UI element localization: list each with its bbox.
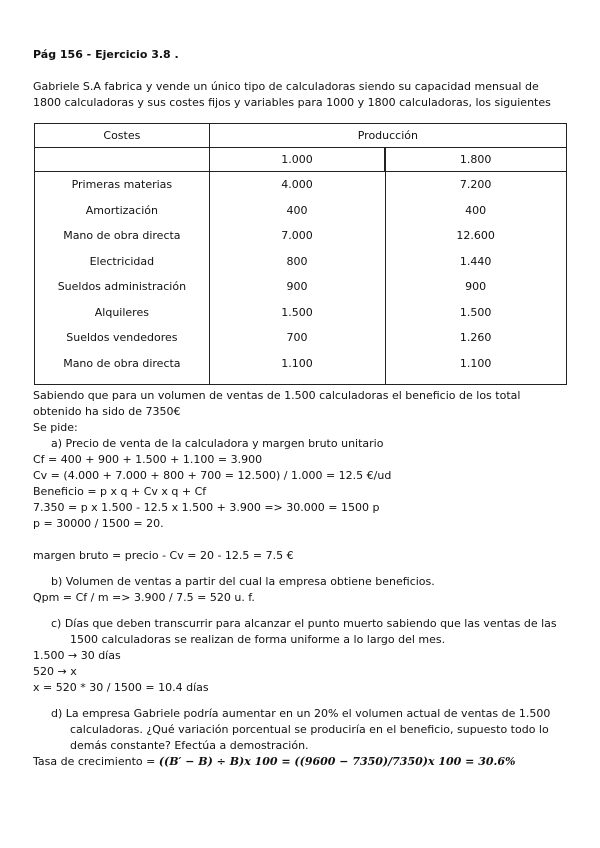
row-label: Mano de obra directa <box>63 229 181 243</box>
question-a: a) Precio de venta de la calculadora y margen bruto unitario <box>51 437 384 450</box>
growth-rate-label: Tasa de crecimiento = <box>33 755 159 768</box>
answer-a-line: p = 30000 / 1500 = 20. <box>33 517 164 530</box>
table-row <box>35 300 567 326</box>
row-value-1000: 800 <box>286 254 308 268</box>
answer-a-line: 7.350 = p x 1.500 - 12.5 x 1.500 + 3.900 => 30.000 = 1500 p <box>33 501 380 514</box>
answer-c-line: x = 520 * 30 / 1500 = 10.4 días <box>33 681 209 694</box>
growth-rate-formula: ((B′ − B) ÷ B)x 100 = ((9600 − 7350)/7350)x 100 = 30.6% <box>158 755 516 768</box>
header-costes: Costes <box>35 124 210 148</box>
row-value-1000: 7.000 <box>281 229 313 243</box>
table-subheader-row <box>35 148 567 172</box>
answer-a-line: Cf = 400 + 900 + 1.500 + 1.100 = 3.900 <box>33 453 263 466</box>
answer-a-margin: margen bruto = precio - Cv = 20 - 12.5 = 7.5 € <box>33 549 294 562</box>
table-header-row <box>35 124 567 148</box>
row-label: Amortización <box>85 203 158 217</box>
answer-c-line: 520 → x <box>33 665 77 678</box>
answer-a-line: Cv = (4.000 + 7.000 + 800 + 700 = 12.500) / 1.000 = 12.5 €/ud <box>33 469 392 482</box>
table-row <box>35 223 567 249</box>
header-produccion: Producción <box>209 124 566 148</box>
answer-d-line <box>33 754 563 770</box>
row-label: Electricidad <box>89 254 155 268</box>
answer-b-line: Qpm = Cf / m => 3.900 / 7.5 = 520 u. f. <box>33 591 255 604</box>
row-label: Sueldos vendedores <box>66 331 178 345</box>
table-row <box>35 172 567 198</box>
row-value-1800: 400 <box>465 203 487 217</box>
row-value-1800: 900 <box>465 280 487 294</box>
table-row <box>35 351 567 377</box>
row-value-1000: 700 <box>286 331 308 345</box>
row-value-1800: 1.500 <box>459 305 492 319</box>
row-value-1000: 1.100 <box>281 356 313 370</box>
se-pide-label: Se pide: <box>33 421 78 434</box>
row-label: Primeras materias <box>71 178 173 192</box>
row-value-1800: 1.260 <box>459 331 492 345</box>
question-c: c) Días que deben transcurrir para alcanzar el punto muerto sabiendo que las ventas de las 1500 calculadoras se realizan de forma uniforme a lo largo del mes. <box>51 617 557 646</box>
row-value-1000: 900 <box>286 280 308 294</box>
subheader-1000: 1.000 <box>209 148 385 172</box>
row-value-1800: 12.600 <box>456 229 495 243</box>
table-row <box>35 274 567 300</box>
table-row <box>35 325 567 351</box>
costs-table <box>34 123 567 376</box>
row-label: Alquileres <box>94 305 149 319</box>
table-row <box>35 249 567 275</box>
row-value-1800: 1.100 <box>459 356 492 370</box>
question-d: d) La empresa Gabriele podría aumentar en un 20% el volumen actual de ventas de 1.500 calculadoras. ¿Qué variación porcentual se produciría en el beneficio, supuesto todo lo demás constante? Efectúa a demostración. <box>51 707 551 752</box>
statement-paragraph: Sabiendo que para un volumen de ventas de 1.500 calculadoras el beneficio de los total obtenido ha sido de 7350€ <box>33 389 521 418</box>
table-row <box>35 198 567 224</box>
row-value-1800: 7.200 <box>459 178 492 192</box>
row-value-1000: 1.500 <box>281 305 313 319</box>
answer-c-line: 1.500 → 30 días <box>33 649 121 662</box>
row-value-1000: 4.000 <box>281 178 313 192</box>
intro-paragraph: Gabriele S.A fabrica y vende un único tipo de calculadoras siendo su capacidad mensual de 1800 calculadoras y sus costes fijos y variables para 1000 y 1800 calculadoras, los siguientes <box>33 80 551 109</box>
row-label: Mano de obra directa <box>63 356 181 370</box>
subheader-1800: 1.800 <box>385 148 567 172</box>
exercise-body <box>33 388 563 770</box>
row-value-1800: 1.440 <box>459 254 492 268</box>
row-label: Sueldos administración <box>57 280 187 294</box>
page-title: Pág 156 - Ejercicio 3.8 . <box>33 48 179 61</box>
question-b: b) Volumen de ventas a partir del cual la empresa obtiene beneficios. <box>51 575 435 588</box>
answer-a-line: Beneficio = p x q + Cv x q + Cf <box>33 485 207 498</box>
row-value-1000: 400 <box>286 203 308 217</box>
